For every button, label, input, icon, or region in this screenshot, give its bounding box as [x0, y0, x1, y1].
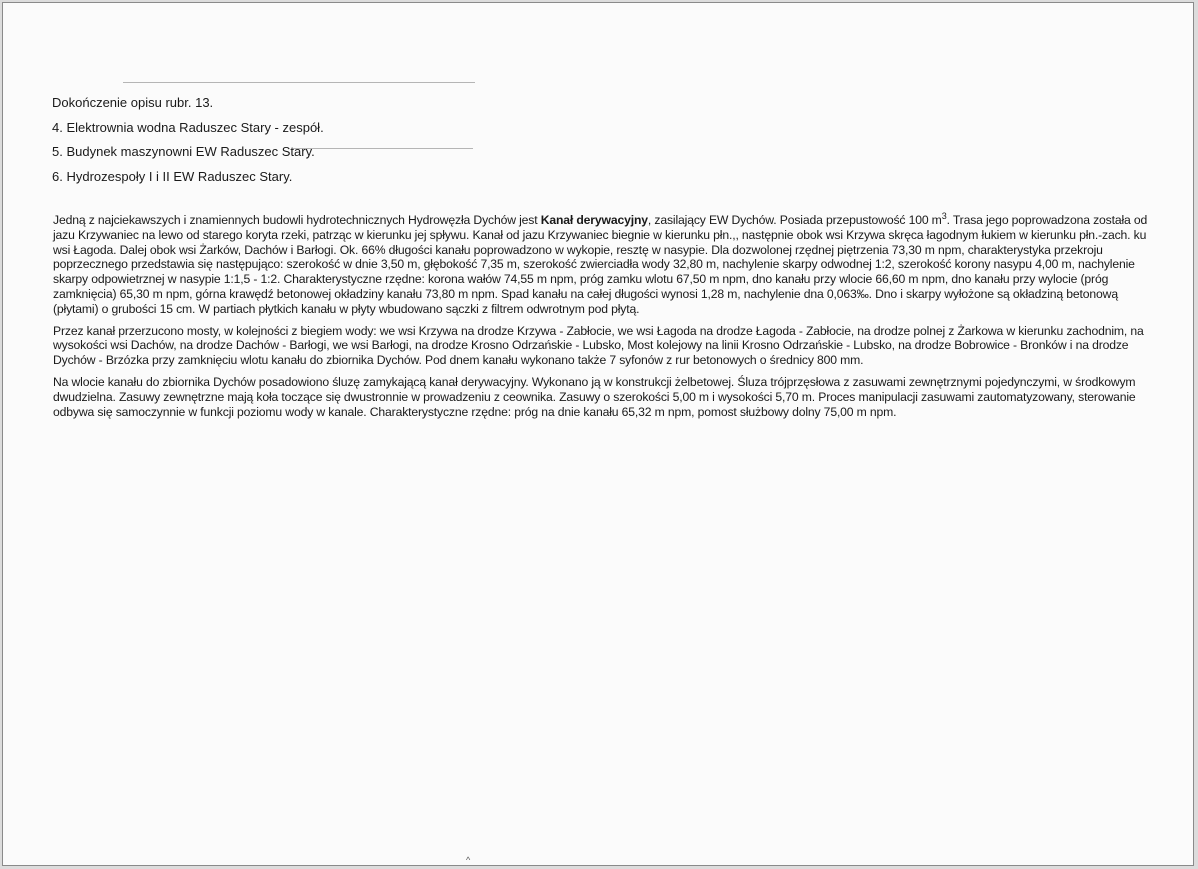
header-line-4: 6. Hydrozespoły I i II EW Raduszec Stary. [52, 168, 293, 184]
header-line-2: 4. Elektrownia wodna Raduszec Stary - zespół. [52, 119, 324, 135]
superscript: 3 [941, 210, 947, 221]
para1-cont: , zasilający EW Dychów. Posiada przepustowość 100 m [647, 213, 942, 227]
canal-name: Kanał derywacyjny [540, 213, 648, 227]
description-body [53, 210, 1163, 426]
section-header [52, 91, 324, 189]
header-line-3: 5. Budynek maszynowni EW Raduszec Stary. [52, 144, 315, 159]
document-card [2, 2, 1194, 866]
divider-line [123, 82, 475, 83]
scan-mark: ^ [466, 855, 471, 865]
paragraph-canal [53, 210, 1163, 317]
paragraph-bridges: Przez kanał przerzucono mosty, w kolejności z biegiem wody: we wsi Krzywa na drodze Krzywa - Zabłocie, we wsi Łagoda na drodze Łagoda - Zabłocie, na drodze polnej z Żarkowa w kierunku zachodnim, na wysokości wsi Dachów, na drodze Dachów - Barłogi, we wsi Barłogi, na drodze Krosno Odrzańskie - Lubsko, Most kolejowy na linii Krosno Odrzańskie - Lubsko, na drodze Bobrowice - Bronków i na drodze Dychów - Brzózka przy zamknięciu wlotu kanału do zbiornika Dychów. Pod dnem kanału wykonano także 7 syfonów z rur betonowych o średnicy 800 mm. [53, 323, 1144, 368]
para1-intro: Jedną z najciekawszych i znamiennych budowli hydrotechnicznych Hydrowęzła Dychów jest [53, 213, 541, 227]
header-line-1: Dokończenie opisu rubr. 13. [52, 95, 214, 110]
para1-rest: . Trasa jego poprowadzona została od jazu Krzywaniec na lewo od starego koryta rzeki, patrząc w kierunku jej spływu. Kanał od jazu Krzywaniec biegnie w kierunku płn.,, następnie obok wsi Krzywa skręca łagodnym łukiem w kierunku płn.-zach. ku wsi Łagoda. Dalej obok wsi Żarków, Dachów i Barłogi. Ok. 66% długości kanału poprowadzono w wykopie, resztę w nasypie. Dla dozwolonej rzędnej piętrzenia 73,30 m npm, charakterystyka przekroju poprzecznego przedstawia się następująco: szerokość w dnie 3,50 m, głębokość 7,35 m, szerokość zwierciadła wody 32,80 m, nachylenie skarpy odwodnej 1:2, szerokość korony nasypu 4,00 m, nachylenie skarpy odpowietrznej w nasypie 1:1,5 - 1:2. Charakterystyczne rzędne: korona wałów 74,55 m npm, próg zamku wlotu 67,50 m npm, dno kanału przy wlocie 66,60 m npm, dno kanału przy wylocie (próg zamknięcia) 65,30 m npm, górna krawędź betonowej okładziny kanału 73,80 m npm. Spad kanału na całej długości wynosi 1,28 m, nachylenie dna 0,063‰. Dno i skarpy wyłożone są okładziną betonową (płytami) o grubości 15 cm. W partiach płytkich kanału w płyty wbudowano sączki z filtrem odwrotnym pod płytą. [53, 213, 1148, 316]
paragraph-sluice: Na wlocie kanału do zbiornika Dychów posadowiono śluzę zamykającą kanał derywacyjny. Wykonano ją w konstrukcji żelbetowej. Śluza trójprzęsłowa z zasuwami zewnętrznymi pojedynczymi, w środkowym dwudzielna. Zasuwy zewnętrzne mają koła toczące się dwustronnie w prowadzeniu z ceownika. Zasuwy o szerokości 5,00 m i wysokości 5,70 m. Proces manipulacji zasuwami zautomatyzowany, sterowanie odbywa się samoczynnie w funkcji poziomu wody w kanale. Charakterystyczne rzędne: próg na dnie kanału 65,32 m npm, pomost służbowy dolny 75,00 m npm. [53, 374, 1136, 419]
